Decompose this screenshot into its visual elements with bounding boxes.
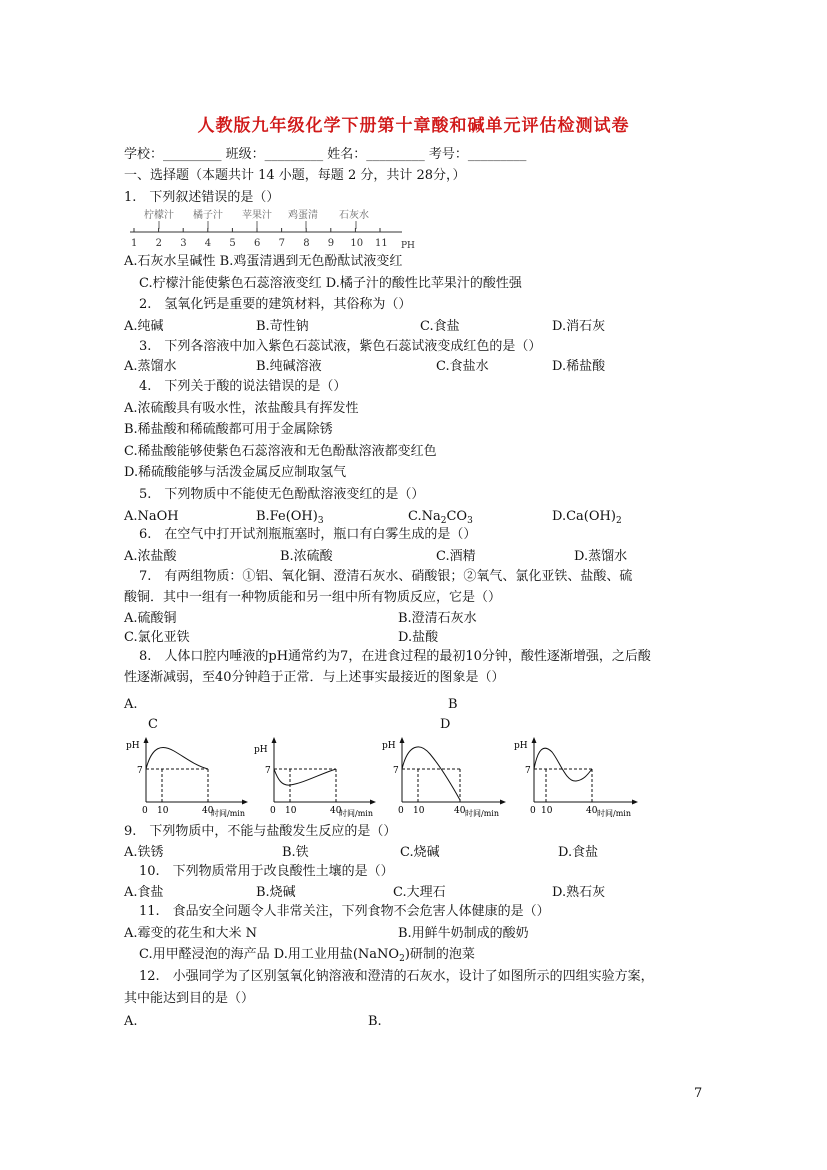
q1-options-ab: A.石灰水呈碱性 B.鸡蛋清遇到无色酚酞试液变红 <box>124 254 403 269</box>
q11-option-b: B.用鲜牛奶制成的酸奶 <box>398 926 529 941</box>
q9-option-c: C.烧碱 <box>400 845 440 860</box>
q8-graph-b-x0: 0 <box>270 806 276 816</box>
q5-option-a: A.NaOH <box>124 509 179 524</box>
q8-graph-d-xlabel: 时间/min <box>597 809 631 818</box>
q9-option-a: A.铁锈 <box>124 845 164 860</box>
q8-graph-d-x40: 40 <box>586 806 598 816</box>
q4-option-d: D.稀硫酸能够与活泼金属反应制取氢气 <box>124 465 347 480</box>
q8-graph-b-xlabel: 时间/min <box>339 809 373 818</box>
ph-label-apple: 苹果汁 <box>242 210 272 221</box>
ph-tick-label: 4 <box>204 238 212 249</box>
q8-graph-c-x10: 10 <box>413 806 425 816</box>
q8-option-d: D <box>440 717 451 732</box>
q5-option-d: $D.Ca(OH)_2$ <box>552 509 622 526</box>
q8-graph-a-curve <box>146 747 208 769</box>
q11-option-a: A.霉变的花生和大米 N <box>124 926 258 941</box>
ph-tick-label: 2 <box>155 238 162 249</box>
q10-option-d: D.熟石灰 <box>552 885 606 900</box>
q6-stem: 6. 在空气中打开试剂瓶瓶塞时，瓶口有白雾生成的是（） <box>139 527 477 542</box>
q3-option-a: A.蒸馏水 <box>124 359 177 374</box>
q8-graph-b <box>252 736 380 820</box>
ph-ticks <box>131 228 388 249</box>
q8-graph-a-xlabel: 时间/min <box>211 809 245 818</box>
q2-option-c: C.食盐 <box>420 319 460 334</box>
q12-stem-line1: 12. 小强同学为了区别氢氧化钠溶液和澄清的石灰水，设计了如图所示的四组实验方案， <box>139 969 654 984</box>
q8-graph-d-ytick: 7 <box>525 766 531 776</box>
q3-stem: 3. 下列各溶液中加入紫色石蕊试液，紫色石蕊试液变成红色的是（） <box>139 339 542 354</box>
q4-option-c: C.稀盐酸能够使紫色石蕊溶液和无色酚酞溶液都变红色 <box>124 444 437 459</box>
q8-graph-c-ytick: 7 <box>393 766 399 776</box>
q10-stem: 10. 下列物质常用于改良酸性土壤的是（） <box>139 864 394 879</box>
q8-graph-d-x10: 10 <box>541 806 553 816</box>
q2-stem: 2. 氢氧化钙是重要的建筑材料，其俗称为（） <box>139 297 412 312</box>
q9-option-d: D.食盐 <box>558 845 599 860</box>
q8-graph-d-ylabel: pH <box>514 741 528 751</box>
ph-tick-label: 8 <box>303 238 310 249</box>
q8-graph-b-curve <box>274 769 336 785</box>
q8-graph-a-x40: 40 <box>202 806 214 816</box>
ph-tick-label: 5 <box>229 238 236 249</box>
ph-tick-label: 11 <box>375 238 388 249</box>
q8-graph-b-ylabel: pH <box>254 745 268 755</box>
q8-graph-b-x40: 40 <box>330 806 342 816</box>
section-heading: 一、选择题（本题共计 14 小题，每题 2 分，共计 28分，） <box>124 168 466 183</box>
q8-graph-a-ylabel: pH <box>126 741 140 751</box>
q2-option-d: D.消石灰 <box>552 319 606 334</box>
q6-option-c: C.酒精 <box>436 549 476 564</box>
ph-tick-label: 6 <box>254 238 261 249</box>
q9-stem: 9. 下列物质中，不能与盐酸发生反应的是（） <box>124 824 397 839</box>
q8-graph-c-x0: 0 <box>398 806 404 816</box>
q8-graph-c-curve <box>402 747 460 800</box>
q8-graph-c-xlabel: 时间/min <box>465 809 499 818</box>
q10-option-b: B.烧碱 <box>256 885 296 900</box>
q1-options-cd: C.柠檬汁能使紫色石蕊溶液变红 D.橘子汁的酸性比苹果汁的酸性强 <box>139 276 522 291</box>
ph-tick-label: 1 <box>131 238 138 249</box>
q6-option-b: B.浓硫酸 <box>280 549 333 564</box>
ph-label-egg-white: 鸡蛋清 <box>288 210 318 221</box>
q8-option-b: B <box>448 697 458 712</box>
q8-graph-a <box>124 736 252 820</box>
ph-axis-unit: PH <box>401 241 415 250</box>
ph-tick-label: 7 <box>278 238 285 249</box>
q8-graph-a-x10: 10 <box>157 806 169 816</box>
q12-option-b: B. <box>368 1014 382 1029</box>
q8-graph-a-ytick: 7 <box>137 766 143 776</box>
ph-scale-figure <box>124 206 424 250</box>
q8-graph-d-x0: 0 <box>530 806 536 816</box>
q2-option-b: B.苛性钠 <box>256 319 309 334</box>
q8-graph-b-x10: 10 <box>285 806 297 816</box>
q8-stem-line2: 性逐渐减弱，至40分钟趋于正常．与上述事实最接近的图象是（） <box>124 670 505 685</box>
q8-option-c: C <box>148 717 158 732</box>
ph-tick-label: 10 <box>350 238 364 249</box>
q7-option-b: B.澄清石灰水 <box>398 611 477 626</box>
q10-option-c: C.大理石 <box>393 885 446 900</box>
q8-graph-d-curve <box>534 748 592 781</box>
q5-option-c: $C.Na_2CO_3$ <box>408 509 473 526</box>
q12-stem-line2: 其中能达到目的是（） <box>124 991 255 1006</box>
q11-stem: 11. 食品安全问题令人非常关注，下列食物不会危害人体健康的是（） <box>139 904 550 919</box>
q8-graph-d <box>512 736 644 820</box>
q7-option-c: C.氯化亚铁 <box>124 630 190 645</box>
q5-option-b: $B.Fe(OH)_3$ <box>256 509 324 526</box>
q10-option-a: A.食盐 <box>124 885 164 900</box>
q11-options-cd: C.用甲醛浸泡的海产品 D.用工业用盐(NaNO$_2$)研制的泡菜 <box>139 947 475 964</box>
q2-option-a: A.纯碱 <box>124 319 164 334</box>
q4-stem: 4. 下列关于酸的说法错误的是（） <box>139 379 347 394</box>
q8-graph-a-x0: 0 <box>142 806 148 816</box>
student-info-header: 学校：_________ 班级：_________ 姓名：_________ 考号：_________ <box>124 147 527 162</box>
q12-option-a: A. <box>124 1014 138 1029</box>
q5-stem: 5. 下列物质中不能使无色酚酞溶液变红的是（） <box>139 487 425 502</box>
q8-option-a: A. <box>124 697 138 712</box>
q4-option-b: B.稀盐酸和稀硫酸都可用于金属除锈 <box>124 422 333 437</box>
q7-option-d: D.盐酸 <box>398 630 439 645</box>
q6-option-a: A.浓盐酸 <box>124 549 177 564</box>
q3-option-d: D.稀盐酸 <box>552 359 606 374</box>
ph-tick-label: 3 <box>180 238 187 249</box>
q6-option-d: D.蒸馏水 <box>574 549 628 564</box>
q3-option-c: C.食盐水 <box>436 359 489 374</box>
q8-graph-b-ytick: 7 <box>265 766 271 776</box>
page-title: 人教版九年级化学下册第十章酸和碱单元评估检测试卷 <box>197 116 630 136</box>
q7-option-a: A.硫酸铜 <box>124 611 177 626</box>
q1-stem: 1. 下列叙述错误的是（） <box>124 190 280 205</box>
q8-stem-line1: 8. 人体口腔内唾液的pH通常约为7，在进食过程的最初10分钟，酸性逐渐增强，之后酸 <box>139 649 651 664</box>
ph-label-limewater: 石灰水 <box>339 210 369 221</box>
q3-option-b: B.纯碱溶液 <box>256 359 322 374</box>
q7-stem-line2: 酸铜．其中一组有一种物质能和另一组中所有物质反应，它是（） <box>124 590 502 605</box>
q8-graph-c <box>380 736 512 820</box>
ph-label-orange: 橘子汁 <box>193 210 223 221</box>
q4-option-a: A.浓硫酸具有吸水性，浓盐酸具有挥发性 <box>124 401 359 416</box>
ph-label-lemon: 柠檬汁 <box>144 210 174 221</box>
q9-option-b: B.铁 <box>282 845 309 860</box>
q8-graph-c-x40: 40 <box>454 806 466 816</box>
q8-graph-c-ylabel: pH <box>382 741 396 751</box>
q7-stem-line1: 7. 有两组物质：①铝、氧化铜、澄清石灰水、硝酸银；②氧气、氯化亚铁、盐酸、硫 <box>139 569 633 584</box>
page-number: 7 <box>694 1086 703 1101</box>
ph-tick-label: 9 <box>327 238 335 249</box>
